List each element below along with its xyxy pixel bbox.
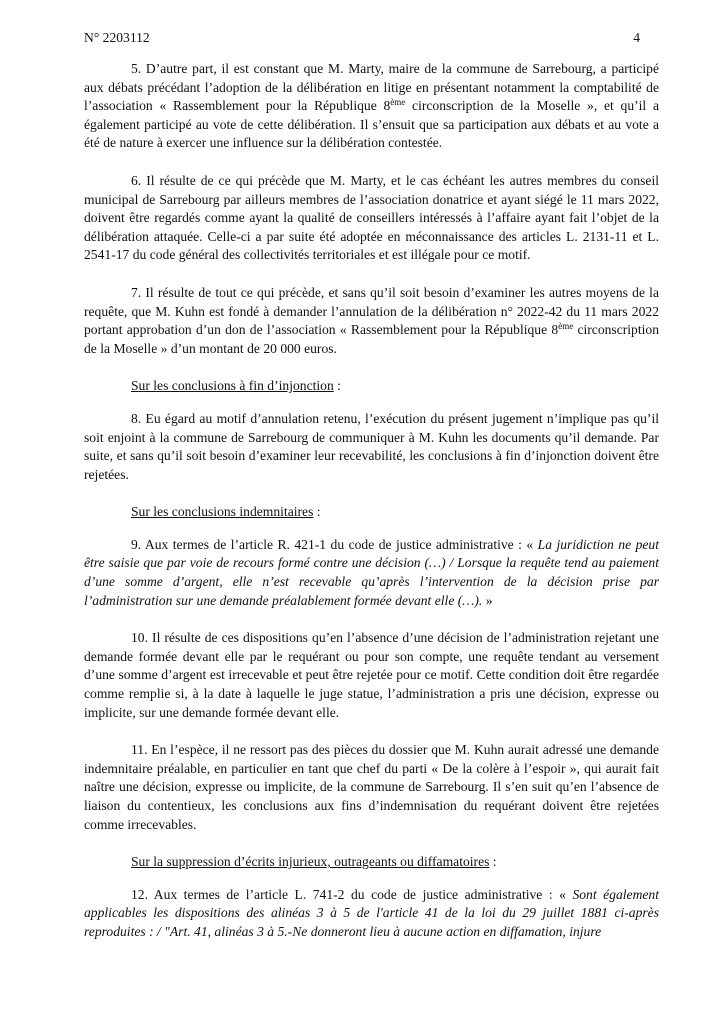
page-number: 4 — [633, 30, 640, 45]
section-heading-indemnitaires: Sur les conclusions indemnitaires : — [131, 504, 321, 520]
case-number: N° 2203112 — [84, 30, 150, 45]
paragraph-11: 11. En l’espèce, il ne ressort pas des pièces du dossier que M. Kuhn aurait adressé une demande indemnitaire préalable, en particulier en tant que chef du parti « De la colère à l’espoir », qui aurait fait naître une décision, expresse ou implicite, de la commune de Sarrebourg. Il s’en suit qu’en l’absence de liaison du contentieux, les conclusions aux fins d’indemnisation du requérant doivent être rejetées comme irrecevables. — [84, 742, 659, 832]
page-header — [84, 30, 640, 50]
paragraph-12: 12. Aux termes de l’article L. 741-2 du code de justice administrative : « Sont également applicables les dispositions des alinéas 3 à 5 de l'article 41 de la loi du 29 juillet 1881 ci-après reproduites : / "Art. 41, alinéas 3 à 5.-Ne donneront lieu à aucune action en diffamation, injure — [84, 886, 659, 939]
judgment-body — [84, 60, 659, 961]
paragraph-5: 5. D’autre part, il est constant que M. Marty, maire de la commune de Sarrebourg, a participé aux débats précédant l’adoption de la délibération en litige en présentant notamment la comptabilité de l’association « Rassemblement pour la République 8ème circonscription de la Moselle », et qu’il a également participé au vote de cette délibération. Il s’ensuit que sa participation aux débats et au vote a été de nature à exercer une influence sur la délibération contestée. — [84, 61, 659, 151]
section-heading-suppression: Sur la suppression d’écrits injurieux, outrageants ou diffamatoires : — [131, 854, 497, 870]
paragraph-6: 6. Il résulte de ce qui précède que M. Marty, et le cas échéant les autres membres du conseil municipal de Sarrebourg par ailleurs membres de l’association donatrice et ayant siégé le 11 mars 2022, doivent être regardés comme ayant la qualité de conseillers intéressés à l’affaire ayant fait l’objet de la délibération attaquée. Celle-ci a par suite été adoptée en méconnaissance des articles L. 2131-11 et L. 2541-17 du code général des collectivités territoriales et est illégale pour ce motif. — [84, 172, 659, 263]
paragraph-7: 7. Il résulte de tout ce qui précède, et sans qu’il soit besoin d’examiner les autres moyens de la requête, que M. Kuhn est fondé à demander l’annulation de la délibération n° 2022-42 du 11 mars 2022 portant approbation d’un don de l’association « Rassemblement pour la République 8ème circonscription de la Moselle » d’un montant de 20 000 euros. — [84, 284, 659, 356]
paragraph-10: 10. Il résulte de ces dispositions qu’en l’absence d’une décision de l’administration rejetant une demande formée devant elle par le requérant ou pour son compte, une requête tendant au versement d’une somme d’argent est irrecevable et peut être rejetée pour ce motif. Cette condition doit être regardée comme remplie si, à la date à laquelle le juge statue, l’administration a pris une décision, expresse ou implicite, sur une demande formée devant elle. — [84, 630, 659, 720]
paragraph-9: 9. Aux termes de l’article R. 421-1 du code de justice administrative : « La juridiction ne peut être saisie que par voie de recours formé contre une décision (…) / Lorsque la requête tend au paiement d’une somme d’argent, elle n’est recevable qu’après l’intervention de la décision prise par l’administration sur une demande préalablement formée devant elle (…). » — [84, 536, 659, 608]
section-heading-injonction: Sur les conclusions à fin d’injonction : — [131, 378, 341, 394]
paragraph-8: 8. Eu égard au motif d’annulation retenu, l’exécution du présent jugement n’implique pas qu’il soit enjoint à la commune de Sarrebourg de communiquer à M. Kuhn les documents qu’il demande. Par suite, et sans qu’il soit besoin d’examiner leur recevabilité, les conclusions à fin d’injonction doivent être rejetées. — [84, 410, 659, 482]
